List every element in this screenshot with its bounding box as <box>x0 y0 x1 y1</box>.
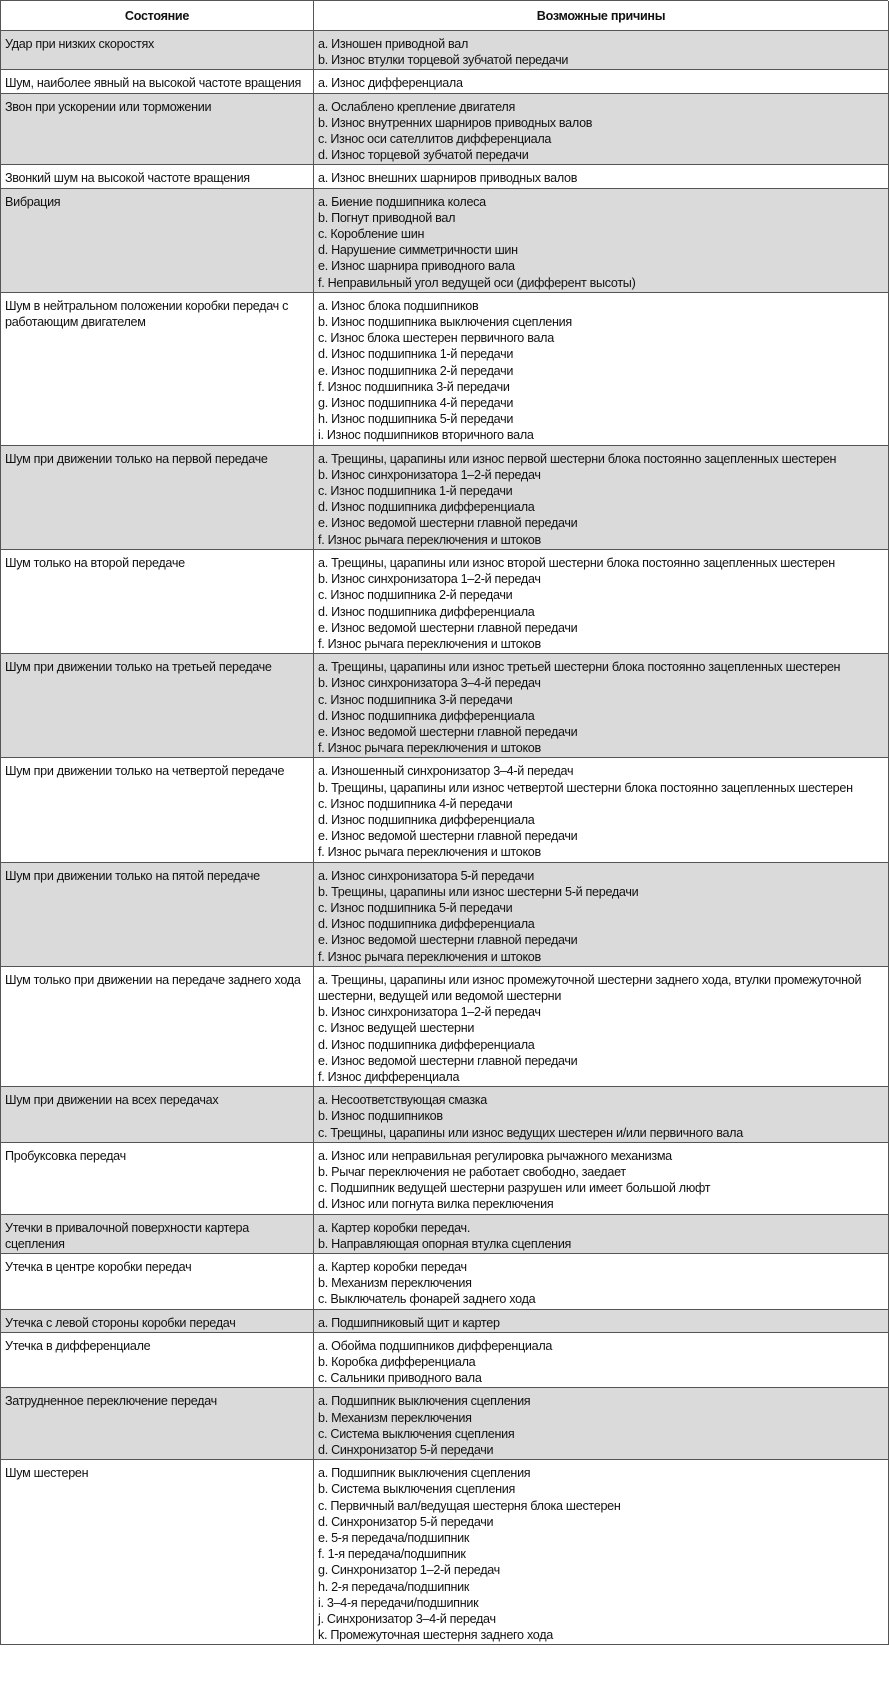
cause-item: f. 1-я передача/подшипник <box>318 1547 466 1562</box>
cause-item: c. Первичный вал/ведущая шестерня блока шестерен <box>318 1498 621 1513</box>
condition-cell: Звонкий шум на высокой частоте вращения <box>1 165 314 188</box>
cause-item: f. Неправильный угол ведущей оси (дифферент высоты) <box>318 275 636 290</box>
cause-item: a. Несоответствующая смазка <box>318 1093 487 1108</box>
causes-cell <box>314 70 889 93</box>
causes-cell <box>314 1388 889 1460</box>
cause-item: f. Износ рычага переключения и штоков <box>318 741 541 756</box>
condition-cell: Шум только на второй передаче <box>1 550 314 654</box>
cause-item: f. Износ рычага переключения и штоков <box>318 845 541 860</box>
cause-item: b. Направляющая опорная втулка сцепления <box>318 1236 572 1251</box>
condition-cell: Затрудненное переключение передач <box>1 1388 314 1460</box>
causes-cell <box>314 654 889 758</box>
cause-item: a. Износ или неправильная регулировка рычажного механизма <box>318 1148 672 1163</box>
cause-item: b. Система выключения сцепления <box>318 1482 516 1497</box>
cause-item: b. Износ синхронизатора 1–2-й передач <box>318 572 541 587</box>
cause-item: d. Синхронизатор 5-й передачи <box>318 1514 494 1529</box>
cause-item: d. Износ торцевой зубчатой передачи <box>318 148 529 163</box>
cause-item: c. Износ подшипника 5-й передачи <box>318 900 513 915</box>
cause-item: b. Механизм переключения <box>318 1276 472 1291</box>
cause-item: c. Износ подшипника 4-й передачи <box>318 796 513 811</box>
cause-item: d. Износ или погнута вилка переключения <box>318 1197 554 1212</box>
cause-item: c. Трещины, царапины или износ ведущих шестерен и/или первичного вала <box>318 1125 743 1140</box>
cause-item: d. Нарушение симметричности шин <box>318 243 518 258</box>
cause-item: b. Погнут приводной вал <box>318 210 456 225</box>
cause-item: a. Износ синхронизатора 5-й передачи <box>318 868 534 883</box>
cause-item: a. Трещины, царапины или износ второй шестерни блока постоянно зацепленных шестерен <box>318 555 835 570</box>
cause-item: c. Сальники приводного вала <box>318 1371 482 1386</box>
condition-cell: Вибрация <box>1 189 314 293</box>
condition-cell: Звон при ускорении или торможении <box>1 94 314 166</box>
cause-item: a. Обойма подшипников дифференциала <box>318 1338 553 1353</box>
cause-item: d. Износ подшипника 1-й передачи <box>318 347 514 362</box>
causes-cell <box>314 758 889 862</box>
cause-item: e. Износ ведомой шестерни главной передачи <box>318 1053 578 1068</box>
cause-item: b. Трещины, царапины или износ шестерни 5-й передачи <box>318 884 639 899</box>
cause-item: a. Износ блока подшипников <box>318 298 479 313</box>
causes-cell <box>314 1087 889 1143</box>
cause-item: g. Синхронизатор 1–2-й передач <box>318 1563 500 1578</box>
cause-item: b. Износ подшипников <box>318 1109 443 1124</box>
cause-item: f. Износ рычага переключения и штоков <box>318 636 541 651</box>
condition-cell: Удар при низких скоростях <box>1 31 314 70</box>
cause-item: b. Износ подшипника выключения сцепления <box>318 315 572 330</box>
cause-item: b. Износ синхронизатора 1–2-й передач <box>318 467 541 482</box>
causes-cell <box>314 1460 889 1645</box>
cause-item: a. Подшипник выключения сцепления <box>318 1466 531 1481</box>
cause-item: b. Износ синхронизатора 3–4-й передач <box>318 676 541 691</box>
causes-cell <box>314 863 889 967</box>
causes-cell <box>314 293 889 446</box>
cause-item: i. Износ подшипников вторичного вала <box>318 428 534 443</box>
cause-item: d. Износ подшипника дифференциала <box>318 604 535 619</box>
condition-cell: Утечка с левой стороны коробки передач <box>1 1310 314 1333</box>
causes-cell <box>314 1215 889 1254</box>
condition-cell: Шум, наиболее явный на высокой частоте вращения <box>1 70 314 93</box>
condition-cell: Шум только при движении на передаче заднего хода <box>1 967 314 1087</box>
cause-item: e. Износ ведомой шестерни главной передачи <box>318 516 578 531</box>
cause-item: c. Выключатель фонарей заднего хода <box>318 1292 536 1307</box>
cause-item: f. Износ подшипника 3-й передачи <box>318 379 510 394</box>
cause-item: b. Трещины, царапины или износ четвертой шестерни блока постоянно зацепленных шестерен <box>318 780 853 795</box>
cause-item: c. Износ оси сателлитов дифференциала <box>318 132 552 147</box>
cause-item: e. Износ шарнира приводного вала <box>318 259 515 274</box>
cause-item: b. Износ внутренних шарниров приводных валов <box>318 115 593 130</box>
cause-item: d. Износ подшипника дифференциала <box>318 1037 535 1052</box>
cause-item: b. Износ синхронизатора 1–2-й передач <box>318 1005 541 1020</box>
causes-cell <box>314 189 889 293</box>
cause-item: d. Износ подшипника дифференциала <box>318 917 535 932</box>
causes-cell <box>314 1333 889 1389</box>
condition-cell: Шум при движении только на третьей передаче <box>1 654 314 758</box>
condition-cell: Утечка в дифференциале <box>1 1333 314 1389</box>
cause-item: a. Трещины, царапины или износ третьей шестерни блока постоянно зацепленных шестерен <box>318 660 841 675</box>
condition-cell: Шум в нейтральном положении коробки передач с работающим двигателем <box>1 293 314 446</box>
cause-item: a. Биение подшипника колеса <box>318 194 486 209</box>
cause-item: d. Износ подшипника дифференциала <box>318 500 535 515</box>
column-header-causes: Возможные причины <box>314 1 889 31</box>
cause-item: a. Износ внешних шарниров приводных валов <box>318 171 578 186</box>
causes-cell <box>314 446 889 550</box>
cause-item: d. Износ подшипника дифференциала <box>318 708 535 723</box>
cause-item: b. Рычаг переключения не работает свободно, заедает <box>318 1165 626 1179</box>
cause-item: b. Механизм переключения <box>318 1410 472 1425</box>
cause-item: k. Промежуточная шестерня заднего хода <box>318 1628 553 1643</box>
cause-item: a. Изношенный синхронизатор 3–4-й передач <box>318 764 574 779</box>
cause-item: c. Износ блока шестерен первичного вала <box>318 331 554 346</box>
cause-item: c. Коробление шин <box>318 227 425 242</box>
cause-item: a. Трещины, царапины или износ промежуточной шестерни заднего хода, втулки промежуточной <box>318 972 862 987</box>
cause-item: g. Износ подшипника 4-й передачи <box>318 396 514 411</box>
cause-item: h. 2-я передача/подшипник <box>318 1579 470 1594</box>
causes-cell <box>314 31 889 70</box>
cause-item: f. Износ рычага переключения и штоков <box>318 949 541 964</box>
cause-item: e. Износ ведомой шестерни главной передачи <box>318 724 578 739</box>
cause-item: a. Картер коробки передач. <box>318 1220 471 1235</box>
cause-item: h. Износ подшипника 5-й передачи <box>318 412 514 427</box>
cause-item: d. Износ подшипника дифференциала <box>318 812 535 827</box>
causes-cell <box>314 550 889 654</box>
cause-item: e. Износ ведомой шестерни главной передачи <box>318 933 578 948</box>
cause-item: a. Износ дифференциала <box>318 76 463 91</box>
condition-cell: Шум при движении на всех передачах <box>1 1087 314 1143</box>
condition-cell: Утечка в центре коробки передач <box>1 1254 314 1310</box>
causes-cell <box>314 165 889 188</box>
causes-cell <box>314 1143 889 1215</box>
cause-item: e. Износ подшипника 2-й передачи <box>318 363 514 378</box>
cause-item: a. Подшипниковый щит и картер <box>318 1315 500 1330</box>
condition-cell: Шум шестерен <box>1 1460 314 1645</box>
cause-item: c. Износ подшипника 2-й передачи <box>318 588 513 603</box>
cause-item: a. Трещины, царапины или износ первой шестерни блока постоянно зацепленных шестерен <box>318 451 837 466</box>
cause-item: b. Износ втулки торцевой зубчатой передачи <box>318 53 569 68</box>
cause-item: a. Изношен приводной вал <box>318 37 469 51</box>
cause-item: d. Синхронизатор 5-й передачи <box>318 1443 494 1458</box>
cause-item: e. Износ ведомой шестерни главной передачи <box>318 620 578 635</box>
cause-item: f. Износ дифференциала <box>318 1069 460 1084</box>
cause-item: a. Картер коробки передач <box>318 1260 467 1275</box>
condition-cell: Шум при движении только на первой передаче <box>1 446 314 550</box>
causes-cell <box>314 1310 889 1333</box>
cause-item: i. 3–4-я передачи/подшипник <box>318 1595 479 1610</box>
causes-cell <box>314 1254 889 1310</box>
cause-item: c. Износ подшипника 3-й передачи <box>318 692 513 707</box>
cause-item: e. 5-я передача/подшипник <box>318 1531 470 1546</box>
causes-cell <box>314 967 889 1087</box>
cause-item: c. Износ подшипника 1-й передачи <box>318 484 513 499</box>
condition-cell: Шум при движении только на четвертой передаче <box>1 758 314 862</box>
cause-item: c. Износ ведущей шестерни <box>318 1021 475 1036</box>
causes-cell <box>314 94 889 166</box>
condition-cell: Пробуксовка передач <box>1 1143 314 1215</box>
condition-cell: Утечки в привалочной поверхности картера сцепления <box>1 1215 314 1254</box>
cause-item: e. Износ ведомой шестерни главной передачи <box>318 829 578 844</box>
cause-item: a. Ослаблено крепление двигателя <box>318 99 515 114</box>
cause-item: c. Подшипник ведущей шестерни разрушен или имеет большой люфт <box>318 1181 711 1196</box>
cause-item: j. Синхронизатор 3–4-й передач <box>318 1612 496 1627</box>
cause-item: f. Износ рычага переключения и штоков <box>318 532 541 547</box>
cause-item: b. Коробка дифференциала <box>318 1355 476 1370</box>
cause-item: c. Система выключения сцепления <box>318 1426 515 1441</box>
cause-item: a. Подшипник выключения сцепления <box>318 1394 531 1409</box>
condition-cell: Шум при движении только на пятой передаче <box>1 863 314 967</box>
column-header-condition: Состояние <box>1 1 314 31</box>
cause-item: шестерни, ведущей или ведомой шестерни <box>318 988 562 1003</box>
